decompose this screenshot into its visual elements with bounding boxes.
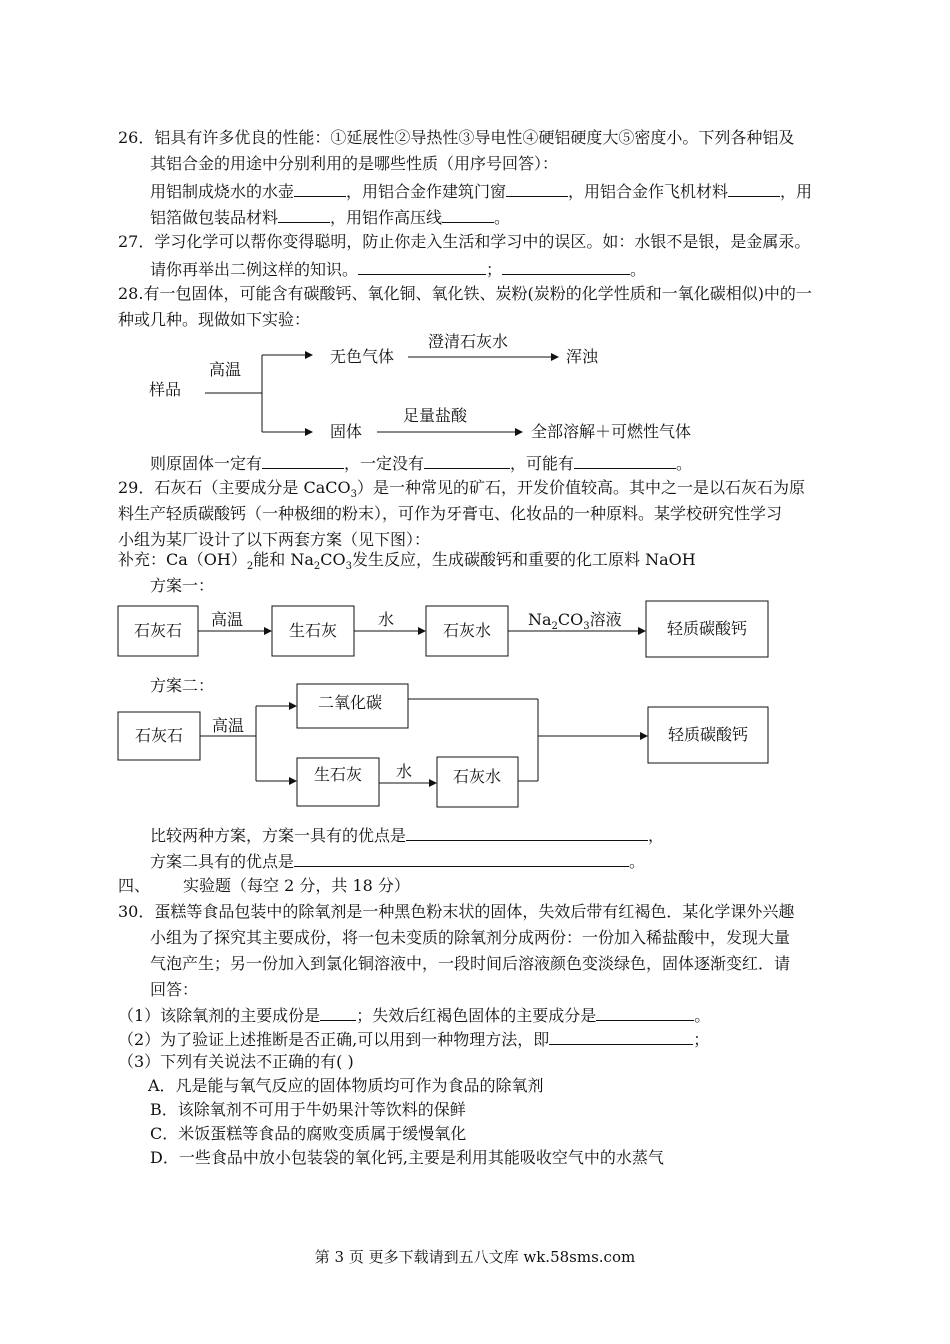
q28-hcl-label: 足量盐酸 — [403, 406, 468, 425]
q30-option-a[interactable]: A．凡是能与氧气反应的固体物质均可作为食品的除氧剂 — [148, 1076, 544, 1095]
q27-sep: ； — [486, 260, 503, 279]
section4-number: 四、 — [118, 876, 151, 895]
q28-must-text: 则原固体一定有 — [150, 454, 263, 473]
q28-line2: 种或几种。现做如下实验： — [118, 310, 311, 329]
q29-compare-2 — [150, 850, 645, 872]
q30-line3: 气泡产生；另一份加入到氯化铜溶液中，一段时间后溶液颜色变淡绿色，固体逐渐变红．请 — [150, 954, 791, 973]
q29-line2: 料生产轻质碳酸钙（一种极细的粉末），可作为牙膏屯、化妆品的一种原料。某学校研究性学习 — [118, 504, 783, 523]
q26-tail-text: ，用 — [780, 182, 813, 201]
q29-compare-2-text: 方案二具有的优点是 — [150, 852, 295, 871]
q26-line1: 26．铝具有许多优良的性能：①延展性②导热性③导电性④硬铝硬度大⑤密度小。下列各种铝及 — [118, 128, 795, 147]
plan1-quicklime: 生石灰 — [289, 621, 338, 640]
q30-part2 — [118, 1028, 709, 1050]
q29-line1-a: 29．石灰石（主要成分是 CaCO — [118, 478, 351, 497]
q28-blank-must[interactable] — [262, 452, 344, 469]
q29-line1: 29．石灰石（主要成分是 CaCO$_3$）是一种常见的矿石，开发价值较高。其中之一是以石灰石为原 — [118, 478, 805, 501]
q26-aircraft-text: ，用铝合金作飞机材料 — [568, 182, 729, 201]
q26-line2: 其铝合金的用途中分别利用的是哪些性质（用序号回答）： — [150, 154, 559, 173]
q28-answer-line — [150, 452, 692, 474]
q28-solid-label: 固体 — [330, 422, 363, 441]
q29-line1-b: ）是一种常见的矿石，开发价值较高。其中之一是以石灰石为原 — [356, 478, 805, 497]
q29-supp-c: CO — [320, 550, 346, 569]
q30-option-d[interactable]: D．一些食品中放小包装袋的氧化钙,主要是利用其能吸收空气中的水蒸气 — [150, 1148, 664, 1167]
q28-result-label: 全部溶解＋可燃性气体 — [531, 422, 692, 441]
q29-supp-a: 补充：Ca（OH） — [118, 550, 247, 569]
q28-gas-label: 无色气体 — [330, 347, 395, 366]
q30-option-c[interactable]: C．米饭蛋糕等食品的腐败变质属于缓慢氧化 — [150, 1124, 467, 1143]
q29-blank-plan2[interactable] — [294, 850, 629, 867]
q29-supp-b: 能和 Na — [253, 550, 314, 569]
q29-supp-d: 发生反应，生成碳酸钙和重要的化工原料 NaOH — [351, 550, 696, 569]
plan2-product: 轻质碳酸钙 — [668, 725, 749, 744]
q29-blank-plan1[interactable] — [406, 824, 648, 841]
page-footer: 第 3 页 更多下载请到五八文库 wk.58sms.com — [314, 1248, 636, 1266]
q26-kettle-text: 用铝制成烧水的水壶 — [150, 182, 295, 201]
q29-compare-2-end: 。 — [629, 852, 646, 871]
q30-blank-rust[interactable] — [596, 1004, 694, 1021]
q30-line4: 回答： — [150, 980, 199, 999]
q28-mustnot-text: ，一定没有 — [344, 454, 425, 473]
q27-line1: 27．学习化学可以帮你变得聪明，防止你走入生活和学习中的误区。如：水银不是银，是金属汞。 — [118, 232, 811, 251]
plan1-limewater: 石灰水 — [443, 621, 492, 640]
q26-foil-text: 铝箔做包装品材料 — [150, 208, 279, 227]
q27-prompt: 请你再举出二例这样的知识。 — [150, 260, 359, 279]
q26-wire-text: ，用铝作高压线 — [330, 208, 443, 227]
q29-supplement: 补充：$Ca(OH)_2$能和 $Na_2CO_3$发生反应，生成碳酸钙和重要的化工原料 NaOH — [118, 550, 696, 573]
q30-part1-a: （1）该除氧剂的主要成份是 — [118, 1006, 321, 1025]
q30-line2: 小组为了探究其主要成份，将一包未变质的除氧剂分成两份：一份加入稀盐酸中，发现大量 — [150, 928, 791, 947]
plan2-water: 水 — [396, 762, 413, 781]
q27-end: 。 — [630, 260, 647, 279]
q29-plan1-label: 方案一： — [150, 576, 215, 595]
q28-heat-label: 高温 — [209, 360, 242, 379]
q28-limewater-label: 澄清石灰水 — [428, 332, 509, 351]
plan1-product: 轻质碳酸钙 — [667, 619, 748, 638]
q28-sample-label: 样品 — [149, 380, 182, 399]
q29-compare-1-end: ， — [648, 826, 665, 845]
q30-part1-c: 。 — [694, 1006, 711, 1025]
q30-part3: （3）下列有关说法不正确的有( ) — [118, 1052, 354, 1071]
q30-part2-a: （2）为了验证上述推断是否正确,可以用到一种物理方法，即 — [118, 1030, 550, 1049]
q26-window-text: ，用铝合金作建筑门窗 — [346, 182, 507, 201]
plan2-limewater: 石灰水 — [453, 767, 502, 786]
q28-flow-diagram — [0, 0, 950, 470]
q30-part1-b: ；失效后红褐色固体的主要成分是 — [356, 1006, 597, 1025]
q28-blank-maybe[interactable] — [574, 452, 676, 469]
q29-compare-1 — [150, 824, 664, 846]
plan2-limestone: 石灰石 — [135, 726, 184, 745]
q29-compare-1-text: 比较两种方案，方案一具有的优点是 — [150, 826, 407, 845]
plan2-heat: 高温 — [212, 716, 245, 735]
q29-line3: 小组为某厂设计了以下两套方案（见下图）： — [118, 530, 431, 549]
plan1-water: 水 — [378, 610, 395, 629]
plan2-co2: 二氧化碳 — [318, 693, 383, 712]
q28-maybe-text: ，可能有 — [510, 454, 575, 473]
q28-end: 。 — [676, 454, 693, 473]
plan2-quicklime: 生石灰 — [314, 765, 363, 784]
q28-line1: 28.有一包固体，可能含有碳酸钙、氧化铜、氧化铁、炭粉(炭粉的化学性质和一氧化碳相似)中的一 — [118, 284, 812, 303]
plan1-heat: 高温 — [211, 610, 244, 629]
section4-title: 实验题（每空 2 分，共 18 分） — [183, 876, 410, 895]
q30-part1 — [118, 1004, 710, 1026]
q30-line1: 30．蛋糕等食品包装中的除氧剂是一种黑色粉末状的固体，失效后带有红褐色．某化学课外兴趣 — [118, 902, 795, 921]
q30-option-b[interactable]: B．该除氧剂不可用于牛奶果汁等饮料的保鲜 — [150, 1100, 466, 1119]
q30-part2-b: ； — [693, 1030, 710, 1049]
q28-turbid-label: 浑浊 — [566, 347, 599, 366]
q30-blank-main[interactable] — [320, 1004, 356, 1021]
q29-plans-diagram — [0, 595, 950, 845]
plan1-limestone: 石灰石 — [134, 621, 183, 640]
q26-end: 。 — [494, 208, 511, 227]
plan1-reagent: $Na_2CO_3$溶液 — [528, 610, 622, 632]
q30-blank-method[interactable] — [549, 1028, 693, 1045]
q29-plan2-label: 方案二： — [150, 676, 215, 695]
q28-blank-mustnot[interactable] — [424, 452, 510, 469]
